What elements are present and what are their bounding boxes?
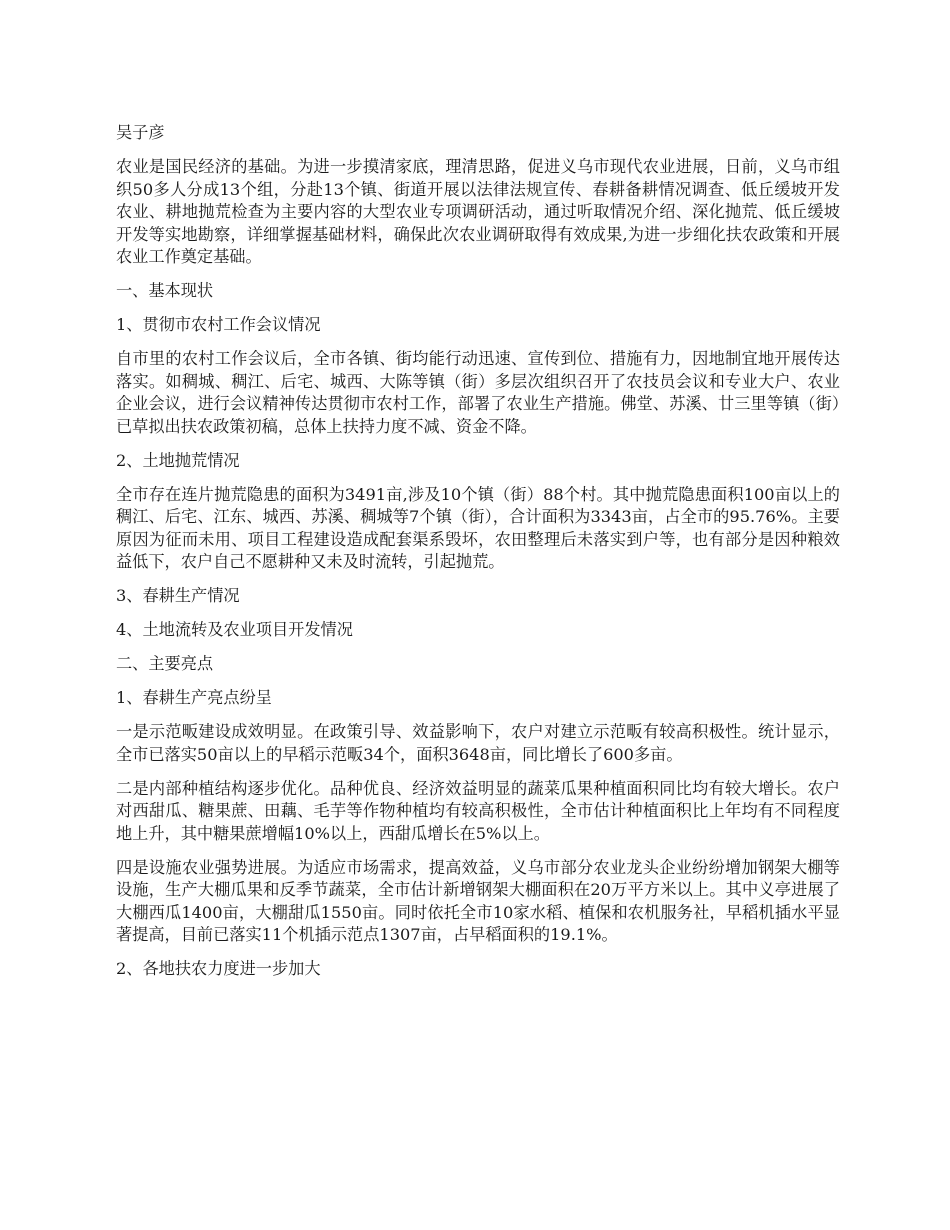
- subheading-land-transfer: 4、土地流转及农业项目开发情况: [116, 620, 353, 639]
- subheading-rural-work-meeting: 1、贯彻市农村工作会议情况: [116, 315, 321, 334]
- paragraph-land-abandonment: 全市存在连片抛荒隐患的面积为3491亩,涉及10个镇（街）88个村。其中抛荒隐患面积100亩以上的稠江、后宅、江东、城西、苏溪、稠城等7个镇（街），合计面积为3343亩，占全市的95.76%。主要原因为征而未用、项目工程建设造成配套渠系毁坏，农田整理后未落实到户等，也有部分是因种粮效益低下，农户自己不愿耕种又未及时流转，引起抛荒。: [116, 484, 840, 571]
- heading-basic-status: 一、基本现状: [116, 281, 214, 300]
- paragraph-rural-work-meeting: 自市里的农村工作会议后，全市各镇、街均能行动迅速、宣传到位、措施有力，因地制宜地开展传达落实。如稠城、稠江、后宅、城西、大陈等镇（街）多层次组织召开了农技员会议和专业大户、农业企业会议，进行会议精神传达贯彻市农村工作，部署了农业生产措施。佛堂、苏溪、廿三里等镇（街）已草拟出扶农政策初稿，总体上扶持力度不减、资金不降。: [116, 349, 840, 436]
- subheading-land-abandonment: 2、土地抛荒情况: [116, 450, 240, 470]
- paragraph-planting-structure: 二是内部种植结构逐步优化。品种优良、经济效益明显的蔬菜瓜果种植面积同比均有较大增长。农户对西甜瓜、糖果蔗、田藕、毛芋等作物种植均有较高积极性，全市估计种植面积比上年均有不同程度地上升，其中糖果蔗增幅10%以上，西甜瓜增长在5%以上。: [116, 778, 840, 843]
- document-page: [116, 122, 840, 992]
- paragraph-demonstration-fields: 一是示范畈建设成效明显。在政策引导、效益影响下，农户对建立示范畈有较高积极性。统计显示，全市已落实50亩以上的早稻示范畈34个，面积3648亩，同比增长了600多亩。: [116, 722, 840, 764]
- paragraph-intro: 农业是国民经济的基础。为进一步摸清家底，理清思路，促进义乌市现代农业进展，日前，义乌市组织50多人分成13个组，分赴13个镇、街道开展以法律法规宣传、春耕备耕情况调查、低丘缓坡开发农业、耕地抛荒检查为主要内容的大型农业专项调研活动，通过听取情况介绍、深化抛荒、低丘缓坡开发等实地勘察，详细掌握基础材料，确保此次农业调研取得有效成果,为进一步细化扶农政策和开展农业工作奠定基础。: [116, 157, 840, 266]
- subheading-support-intensified: 2、各地扶农力度进一步加大: [116, 959, 321, 978]
- author-name: 吴子彦: [116, 123, 165, 142]
- paragraph-facility-agriculture: 四是设施农业强势进展。为适应市场需求，提高效益，义乌市部分农业龙头企业纷纷增加钢架大棚等设施，生产大棚瓜果和反季节蔬菜，全市估计新增钢架大棚面积在20万平方米以上。其中义亭进展了大棚西瓜1400亩，大棚甜瓜1550亩。同时依托全市10家水稻、植保和农机服务社，早稻机插水平显著提高，目前已落实11个机插示范点1307亩，占早稻面积的19.1%。: [116, 857, 840, 944]
- subheading-spring-plowing: 3、春耕生产情况: [116, 586, 240, 605]
- heading-main-highlights: 二、主要亮点: [116, 654, 214, 673]
- subheading-spring-highlights: 1、春耕生产亮点纷呈: [116, 688, 272, 707]
